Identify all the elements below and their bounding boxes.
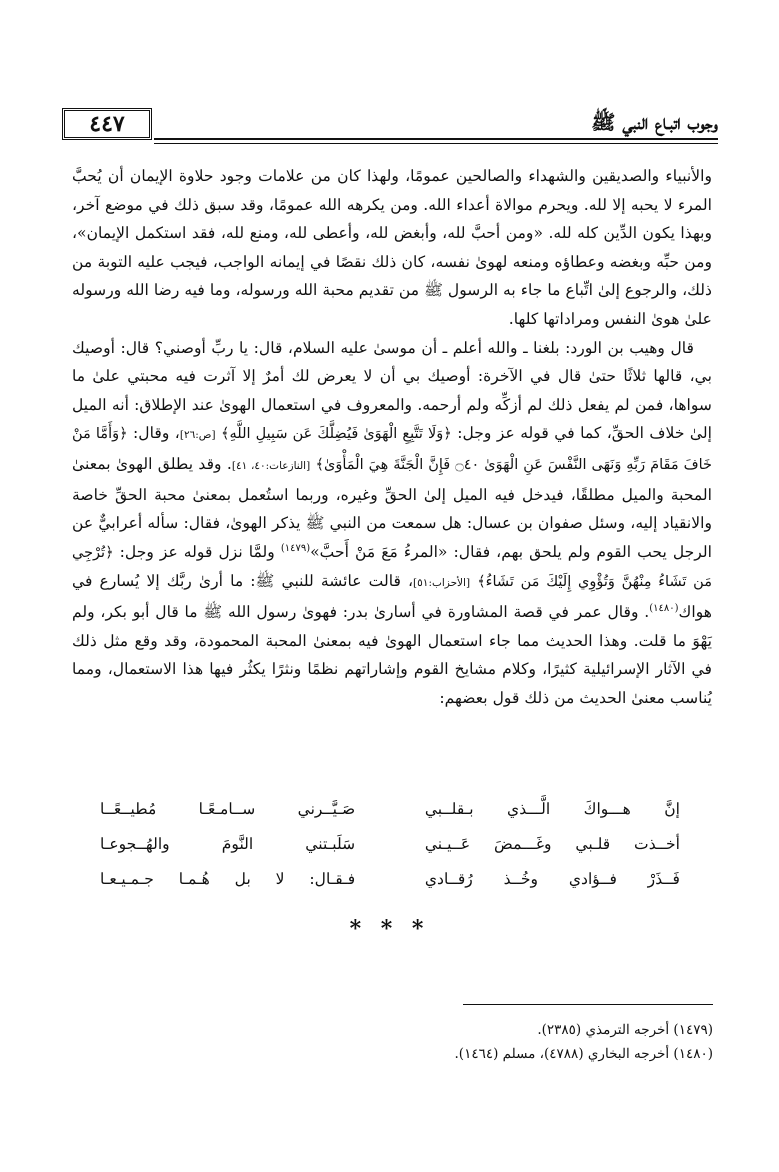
verse-reference: [النازعات:٤٠، ٤١]	[231, 459, 311, 472]
quran-verse: ﴿وَلَا تَتَّبِعِ الْهَوَىٰ فَيُضِلَّكَ عَن سَبِيلِ اللَّهِ﴾	[221, 426, 452, 443]
verse-second-hemistich: صَـيَّــرني ســامـعًـا مُطيــعًــا	[100, 800, 356, 818]
quran-verse: ﴿وَأَمَّا مَنْ خَافَ مَقَامَ رَبِّهِ وَنَهَى النَّفْسَ عَنِ الْهَوَىٰ ۝٤٠ فَإِنَّ الْجَنَّةَ هِيَ الْمَأْوَىٰ﴾	[72, 426, 712, 473]
text-segment: ولمَّا نزل قوله عز وجل:	[119, 542, 281, 561]
quran-verse: ﴿تُرْجِي مَن تَشَاءُ مِنْهُنَّ وَتُؤْوِي إِلَيْكَ مَن تَشَاءُ﴾	[72, 544, 712, 591]
paragraph-1: والأنبياء والصديقين والشهداء والصالحين عمومًا، ولهذا كان من علامات وجود حلاوة الإيمان أن يُحبَّ المرء لا يحبه إلا لله. ويحرم موالاة أعداء الله. ومن يكرهه الله عمومًا، وقد سبق ذلك في موضع آخر، وبهذا يكون الدِّين كله لله. «ومن أحبَّ لله، وأبغض لله، وأعطى لله، ومنع لله، فقد استكمل الإيمان»، ومن حبِّه وبغضه وعطاؤه ومنعه لهوىٰ نفسه، كان ذلك نقصًا في إيمانه الواجب، فيجب عليه التوبة من ذلك، والرجوع إلىٰ اتِّباع ما جاء به الرسول ﷺ من تقديم محبة الله ورسوله، وما فيه رضا الله ورسوله علىٰ هوىٰ النفس ومراداتها كلها.	[72, 167, 712, 328]
paragraph-2	[72, 334, 712, 713]
header-rule-thin	[154, 143, 718, 144]
page-number: ٤٤٧	[62, 108, 152, 140]
footnote: (١٤٨٠) أخرجه البخاري (٤٧٨٨)، مسلم (١٤٦٤).	[454, 1046, 713, 1062]
text-segment: . وقال عمر في قصة المشاورة في أسارىٰ بدر: فهوىٰ رسول الله ﷺ ما قال أبو بكر، ولم يَهْوَ ما قلت. وهذا الحديث مما جاء استعمال الهوىٰ فيه بمعنىٰ المحبة المحمودة، وقد وقع مثل ذلك في الآثار الإسرائيلية كثيرًا، وكلام مشايخ القوم وإشاراتهم نظمًا ونثرًا يكثُر فيها هذا الاستعمال، ومما يُناسب معنىٰ الحديث من ذلك قول بعضهم:	[72, 602, 712, 707]
text-segment: قال وهيب بن الورد: بلغنا ـ والله أعلم ـ أن موسىٰ عليه السلام، قال: يا ربِّ أوصني؟ قال: أوصيك بي، قالها ثلاثًا حتىٰ قال في الآخرة: أوصيك بي أن لا يعرض لك أمرٌ إلا آثرت فيه محبتي علىٰ ما سواها، فمن لم يفعل ذلك لم أزكِّه ولم أرحمه. والمعروف في استعمال الهوىٰ عند الإطلاق: أنه الميل إلىٰ خلاف الحقِّ، كما في قوله عز وجل:	[72, 338, 712, 443]
verse-line	[100, 862, 680, 897]
page-header	[62, 104, 718, 144]
verse-first-hemistich: إنَّ هـــواكَ الَّـــذي بـقلــبي	[424, 800, 680, 818]
main-text	[72, 162, 712, 712]
verse-first-hemistich: أخــذت قلـبي وغَـــمضَ عَــيـني	[424, 835, 680, 853]
section-separator: * * *	[349, 916, 430, 942]
verse-second-hemistich: فـقـال: لا بل هُـمـا جـمـيـعـا	[100, 870, 356, 888]
poetry-block	[100, 792, 680, 897]
verse-line	[100, 792, 680, 827]
text-segment: . وقد يطلق الهوىٰ بمعنىٰ المحبة والميل مطلقًا، فيدخل فيه الميل إلىٰ الحقِّ وغيره، وربما استُعمل بمعنىٰ محبة الحقِّ خاصة والانقياد إليه، وسئل صفوان بن عسال: هل سمعت من النبي ﷺ يذكر الهوىٰ، فقال: سأله أعرابيٌّ عن الرجل يحب القوم ولم يلحق بهم، فقال: «المرءُ مَعَ مَنْ أَحبَّ»	[72, 454, 712, 561]
header-rule	[154, 138, 718, 140]
verse-reference: [ص:٢٦]	[179, 429, 216, 442]
footnote-rule	[463, 1004, 713, 1005]
footnotes	[73, 1018, 713, 1066]
verse-line	[100, 827, 680, 862]
text-segment: ، قالت عائشة للنبي ﷺ: ما أرىٰ ربَّك إلا يُسارع في هواك	[72, 572, 712, 621]
running-title: وجوب اتبـاع النبي ﷺ	[591, 110, 718, 134]
verse-reference: [الأحزاب:٥١]	[413, 577, 471, 590]
verse-second-hemistich: سَلَبـتني النَّومَ والهُــجوعـا	[100, 835, 356, 853]
footnote-marker: (١٤٧٩)	[280, 542, 311, 554]
footnote: (١٤٧٩) أخرجه الترمذي (٢٣٨٥).	[537, 1022, 713, 1038]
text-segment: ، وقال:	[133, 424, 180, 443]
verse-first-hemistich: فَــذَرْ فــؤادي وخُــذ رُقــادي	[424, 870, 680, 888]
footnote-marker: (١٤٨٠)	[649, 602, 679, 614]
